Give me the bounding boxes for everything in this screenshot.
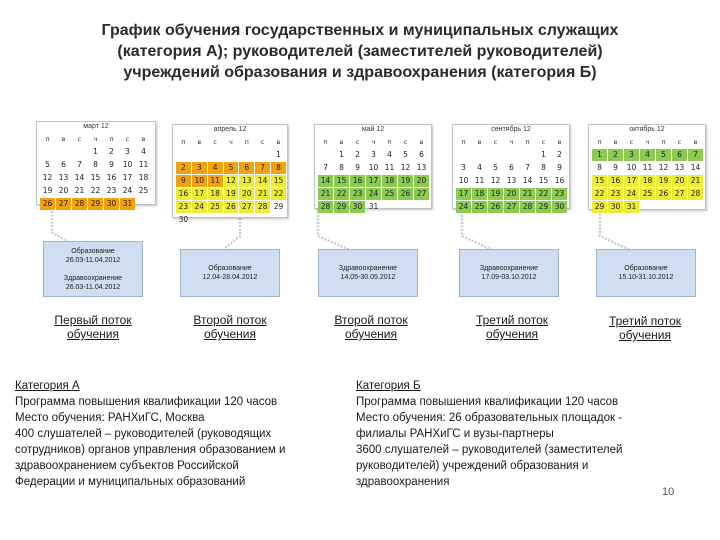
calendar-day: 11 bbox=[384, 163, 395, 172]
weekday-label: ч bbox=[509, 138, 514, 146]
calendar-day: 21 bbox=[255, 188, 270, 200]
weekday-label: п bbox=[244, 138, 249, 146]
calendar-day: 1 bbox=[93, 147, 98, 156]
weekday-label: с bbox=[260, 138, 265, 146]
calendar-day: 4 bbox=[387, 150, 392, 159]
calendar-day bbox=[318, 149, 333, 161]
connector-3 bbox=[318, 208, 350, 250]
calendar-day: 29 bbox=[592, 201, 607, 213]
calendar-day: 22 bbox=[592, 188, 607, 200]
text-line: 400 слушателей – руководителей (руководящих bbox=[15, 428, 272, 440]
calendar-day: 18 bbox=[208, 188, 223, 200]
weekday-label: с bbox=[541, 138, 546, 146]
calendar-month-title: октябрь 12 bbox=[629, 126, 665, 133]
info-box-1 bbox=[43, 241, 143, 297]
calendar-may bbox=[314, 124, 432, 209]
calendar-day: 3 bbox=[461, 163, 466, 172]
calendar-day: 3 bbox=[192, 162, 207, 174]
calendar-day: 14 bbox=[255, 175, 270, 187]
calendar-day: 1 bbox=[592, 149, 607, 161]
calendar-day: 12 bbox=[400, 163, 411, 172]
calendar-day bbox=[208, 214, 223, 226]
stream-line: Второй поток bbox=[334, 313, 408, 327]
calendar-october bbox=[588, 124, 706, 210]
stream-line: Первый поток bbox=[54, 313, 132, 327]
calendar-day: 16 bbox=[176, 188, 191, 200]
calendar-day: 14 bbox=[74, 173, 85, 182]
calendar-day: 8 bbox=[93, 160, 98, 169]
calendar-day: 19 bbox=[398, 175, 413, 187]
calendar-day: 2 bbox=[355, 150, 360, 159]
box-dates: 17.09-03.10.2012 bbox=[481, 274, 537, 281]
calendar-day bbox=[208, 149, 223, 161]
calendar-day: 19 bbox=[488, 188, 503, 200]
calendar-day: 16 bbox=[554, 176, 565, 185]
text-line: Программа повышения квалификации 120 часов bbox=[356, 396, 619, 408]
calendar-day: 15 bbox=[90, 173, 101, 182]
stream-line: Третий поток bbox=[475, 313, 549, 327]
calendar-day: 14 bbox=[318, 175, 333, 187]
calendar-day: 27 bbox=[56, 198, 71, 210]
calendar-day: 8 bbox=[271, 162, 286, 174]
calendar-day: 30 bbox=[552, 201, 567, 213]
calendar-day: 17 bbox=[192, 188, 207, 200]
calendar-day bbox=[456, 149, 471, 161]
calendar-day: 20 bbox=[58, 186, 69, 195]
calendar-day: 13 bbox=[58, 173, 69, 182]
calendar-day: 9 bbox=[557, 163, 562, 172]
calendar-day: 24 bbox=[366, 188, 381, 200]
calendar-day: 7 bbox=[77, 160, 82, 169]
calendar-day: 23 bbox=[176, 201, 191, 213]
calendar-day: 12 bbox=[224, 175, 239, 187]
stream-label-1 bbox=[38, 313, 148, 341]
weekday-label: в bbox=[141, 135, 146, 143]
calendar-day: 16 bbox=[106, 173, 117, 182]
weekday-label: п bbox=[387, 138, 392, 146]
box-dates: 15.10-31.10.2012 bbox=[618, 274, 674, 281]
calendar-day: 2 bbox=[557, 150, 562, 159]
calendar-day: 7 bbox=[525, 163, 530, 172]
slide-title bbox=[40, 20, 680, 83]
calendar-day bbox=[255, 214, 270, 226]
calendar-day: 28 bbox=[520, 201, 535, 213]
calendar-day: 5 bbox=[403, 150, 408, 159]
box-label: Образование bbox=[208, 265, 252, 272]
calendar-day bbox=[224, 149, 239, 161]
weekday-label: п bbox=[661, 138, 666, 146]
calendar-day: 9 bbox=[109, 160, 114, 169]
calendar-day: 18 bbox=[382, 175, 397, 187]
stream-label-3 bbox=[316, 313, 426, 341]
calendar-day: 5 bbox=[656, 149, 671, 161]
calendar-day: 14 bbox=[690, 163, 701, 172]
calendar-day: 16 bbox=[608, 175, 623, 187]
page-number: 10 bbox=[662, 486, 675, 498]
weekday-label: с bbox=[125, 135, 130, 143]
calendar-day: 31 bbox=[624, 201, 639, 213]
calendar-day: 20 bbox=[239, 188, 254, 200]
box-label: Образование bbox=[71, 247, 115, 255]
calendar-day bbox=[192, 214, 207, 226]
box-label: Здравоохранение bbox=[63, 274, 123, 282]
calendar-day: 26 bbox=[40, 198, 55, 210]
calendar-month-title: март 12 bbox=[83, 123, 109, 130]
calendar-day: 28 bbox=[72, 198, 87, 210]
calendar-day: 9 bbox=[613, 163, 618, 172]
calendar-day bbox=[239, 149, 254, 161]
weekday-label: с bbox=[493, 138, 498, 146]
stream-line: обучения bbox=[203, 327, 257, 341]
info-box-3 bbox=[318, 249, 418, 297]
calendar-day: 6 bbox=[509, 163, 514, 172]
calendar-day: 4 bbox=[477, 163, 482, 172]
text-line: Место обучения: 26 образовательных площадок - bbox=[356, 412, 623, 424]
calendar-day: 4 bbox=[141, 147, 146, 156]
calendar-day: 19 bbox=[224, 188, 239, 200]
connector-4 bbox=[462, 208, 492, 250]
calendar-day: 26 bbox=[398, 188, 413, 200]
calendar-day bbox=[176, 149, 191, 161]
text-line: руководителей) учреждений образования и bbox=[356, 460, 589, 472]
calendar-day: 2 bbox=[109, 147, 114, 156]
calendar-day: 11 bbox=[208, 175, 223, 187]
calendar-day bbox=[382, 201, 397, 213]
calendar-day bbox=[72, 146, 87, 158]
text-line: Место обучения: РАНХиГС, Москва bbox=[15, 412, 205, 424]
stream-line: Третий поток bbox=[608, 314, 682, 328]
calendar-day: 12 bbox=[42, 173, 53, 182]
calendar-day bbox=[192, 149, 207, 161]
calendar-month-title: сентябрь 12 bbox=[491, 126, 531, 133]
calendar-day: 30 bbox=[608, 201, 623, 213]
calendar-day: 22 bbox=[536, 188, 551, 200]
info-box-4 bbox=[459, 249, 559, 297]
weekday-label: в bbox=[613, 138, 618, 146]
calendar-day: 7 bbox=[688, 149, 703, 161]
calendar-day: 22 bbox=[334, 188, 349, 200]
calendar-day: 4 bbox=[640, 149, 655, 161]
calendar-day bbox=[398, 201, 413, 213]
weekday-label: в bbox=[419, 138, 424, 146]
weekday-label: в bbox=[61, 135, 66, 143]
info-box-2 bbox=[180, 249, 280, 297]
weekday-label: в bbox=[197, 138, 202, 146]
box-dates: 14.05-30.05.2012 bbox=[340, 274, 396, 281]
calendar-day: 27 bbox=[672, 188, 687, 200]
info-box-5 bbox=[596, 249, 696, 297]
calendar-day: 17 bbox=[624, 175, 639, 187]
calendar-day: 15 bbox=[538, 176, 549, 185]
category-a-text bbox=[15, 378, 345, 490]
calendar-day: 19 bbox=[42, 186, 53, 195]
weekday-label: ч bbox=[371, 138, 376, 146]
calendar-day: 4 bbox=[208, 162, 223, 174]
text-line: Программа повышения квалификации 120 часов bbox=[15, 396, 278, 408]
calendar-day: 8 bbox=[541, 163, 546, 172]
stream-label-5 bbox=[590, 314, 700, 342]
calendar-day: 28 bbox=[255, 201, 270, 213]
calendar-day: 29 bbox=[536, 201, 551, 213]
weekday-label: п bbox=[461, 138, 466, 146]
calendar-day: 6 bbox=[419, 150, 424, 159]
calendar-day: 8 bbox=[339, 163, 344, 172]
calendar-day: 20 bbox=[414, 175, 429, 187]
calendar-day bbox=[40, 146, 55, 158]
calendar-day: 15 bbox=[271, 175, 286, 187]
calendar-day: 30 bbox=[104, 198, 119, 210]
weekday-label: п bbox=[109, 135, 114, 143]
calendar-day bbox=[224, 214, 239, 226]
weekday-label: в bbox=[276, 138, 281, 146]
calendar-day: 25 bbox=[208, 201, 223, 213]
calendar-day: 25 bbox=[382, 188, 397, 200]
weekday-label: с bbox=[677, 138, 682, 146]
calendar-day: 24 bbox=[624, 188, 639, 200]
calendar-day: 31 bbox=[120, 198, 135, 210]
calendar-day: 1 bbox=[541, 150, 546, 159]
calendar-day: 26 bbox=[224, 201, 239, 213]
calendar-day: 12 bbox=[490, 176, 501, 185]
calendar-day: 5 bbox=[45, 160, 50, 169]
calendar-day: 11 bbox=[138, 160, 149, 169]
category-a-heading: Категория А bbox=[15, 380, 80, 392]
box-dates: 26.03-11.04.2012 bbox=[65, 283, 121, 291]
calendar-day: 7 bbox=[323, 163, 328, 172]
calendar-grid bbox=[317, 135, 430, 214]
stream-label-4 bbox=[457, 313, 567, 341]
title-line: (категория А); руководителей (заместителей руководителей) bbox=[117, 43, 603, 60]
category-b-heading: Категория Б bbox=[356, 380, 421, 392]
calendar-april bbox=[172, 124, 288, 224]
calendar-day: 14 bbox=[522, 176, 533, 185]
stream-line: обучения bbox=[485, 327, 539, 341]
weekday-label: с bbox=[629, 138, 634, 146]
calendar-day: 8 bbox=[597, 163, 602, 172]
calendar-day: 16 bbox=[350, 175, 365, 187]
calendar-day: 23 bbox=[106, 186, 117, 195]
calendar-day: 6 bbox=[61, 160, 66, 169]
calendar-day: 12 bbox=[658, 163, 669, 172]
weekday-label: ч bbox=[645, 138, 650, 146]
box-dates: 12.04-28.04.2012 bbox=[202, 274, 258, 281]
calendar-day: 29 bbox=[88, 198, 103, 210]
calendar-day: 2 bbox=[608, 149, 623, 161]
calendar-day bbox=[640, 201, 655, 213]
calendar-day: 10 bbox=[368, 163, 379, 172]
weekday-label: в bbox=[339, 138, 344, 146]
calendar-day bbox=[271, 214, 286, 226]
calendar-day bbox=[414, 201, 429, 213]
calendar-day: 15 bbox=[592, 175, 607, 187]
weekday-label: с bbox=[355, 138, 360, 146]
weekday-label: в bbox=[477, 138, 482, 146]
calendar-day bbox=[136, 198, 151, 210]
calendar-day: 10 bbox=[122, 160, 133, 169]
calendar-day: 1 bbox=[339, 150, 344, 159]
weekday-label: с bbox=[213, 138, 217, 146]
box-label: Здравоохранение bbox=[479, 265, 539, 272]
calendar-day: 18 bbox=[640, 175, 655, 187]
calendar-day: 17 bbox=[122, 173, 133, 182]
calendar-day: 29 bbox=[334, 201, 349, 213]
calendar-day: 21 bbox=[74, 186, 85, 195]
calendar-day: 23 bbox=[350, 188, 365, 200]
calendar-grid bbox=[39, 132, 152, 211]
calendar-day: 13 bbox=[674, 163, 685, 172]
calendar-day: 2 bbox=[176, 162, 191, 174]
calendar-day: 9 bbox=[355, 163, 360, 172]
calendar-day: 17 bbox=[366, 175, 381, 187]
calendar-day: 1 bbox=[276, 150, 281, 159]
weekday-label: в bbox=[693, 138, 698, 146]
weekday-label: п bbox=[525, 138, 530, 146]
calendar-day: 13 bbox=[416, 163, 427, 172]
text-line: филиалы РАНХиГС и вузы-партнеры bbox=[356, 428, 554, 440]
calendar-day: 29 bbox=[273, 202, 284, 211]
calendar-september bbox=[452, 124, 570, 209]
calendar-day: 13 bbox=[239, 175, 254, 187]
calendar-day: 18 bbox=[472, 188, 487, 200]
calendar-day: 22 bbox=[90, 186, 101, 195]
box-label: Здравоохранение bbox=[338, 265, 398, 272]
calendar-day: 10 bbox=[192, 175, 207, 187]
calendar-day bbox=[472, 149, 487, 161]
calendar-day: 5 bbox=[493, 163, 498, 172]
calendar-day: 3 bbox=[125, 147, 130, 156]
weekday-label: ч bbox=[229, 138, 233, 146]
calendar-grid bbox=[455, 135, 568, 214]
calendar-day: 31 bbox=[368, 202, 379, 211]
calendar-day: 13 bbox=[506, 176, 517, 185]
calendar-day: 26 bbox=[488, 201, 503, 213]
calendar-day bbox=[488, 149, 503, 161]
calendar-day: 15 bbox=[334, 175, 349, 187]
calendar-day: 24 bbox=[122, 186, 133, 195]
weekday-label: с bbox=[77, 135, 82, 143]
weekday-label: ч bbox=[93, 135, 98, 143]
calendar-day: 11 bbox=[642, 163, 653, 172]
calendar-day: 20 bbox=[504, 188, 519, 200]
calendar-grid bbox=[591, 135, 704, 214]
box-dates: 26.03-11.04.2012 bbox=[65, 256, 121, 264]
calendar-day: 23 bbox=[552, 188, 567, 200]
weekday-label: в bbox=[557, 138, 562, 146]
calendar-day bbox=[255, 149, 270, 161]
calendar-day: 24 bbox=[456, 201, 471, 213]
calendar-day: 26 bbox=[656, 188, 671, 200]
calendar-day: 5 bbox=[224, 162, 239, 174]
calendar-day: 10 bbox=[458, 176, 469, 185]
stream-label-2 bbox=[175, 313, 285, 341]
category-b-text bbox=[356, 378, 656, 490]
calendar-day: 25 bbox=[640, 188, 655, 200]
calendar-day: 28 bbox=[318, 201, 333, 213]
calendar-march bbox=[36, 121, 156, 208]
calendar-day bbox=[239, 214, 254, 226]
weekday-label: с bbox=[403, 138, 408, 146]
calendar-day: 11 bbox=[474, 176, 485, 185]
calendar-day bbox=[688, 201, 703, 213]
calendar-day: 20 bbox=[672, 175, 687, 187]
calendar-day bbox=[520, 149, 535, 161]
stream-line: Второй поток bbox=[193, 313, 267, 327]
calendar-month-title: май 12 bbox=[361, 126, 385, 133]
weekday-label: п bbox=[181, 138, 186, 146]
calendar-day: 6 bbox=[239, 162, 254, 174]
calendar-day bbox=[672, 201, 687, 213]
weekday-label: п bbox=[597, 138, 602, 146]
calendar-day: 23 bbox=[608, 188, 623, 200]
calendar-month-title: апрель 12 bbox=[213, 126, 247, 133]
calendar-day bbox=[656, 201, 671, 213]
weekday-label: п bbox=[45, 135, 50, 143]
stream-line: обучения bbox=[66, 327, 120, 341]
calendar-day: 21 bbox=[688, 175, 703, 187]
connector-5 bbox=[600, 210, 630, 250]
calendar-day: 27 bbox=[504, 201, 519, 213]
text-line: Федерации и муниципальных образований bbox=[15, 476, 246, 488]
calendar-day: 6 bbox=[672, 149, 687, 161]
calendar-day: 10 bbox=[626, 163, 637, 172]
calendar-day: 9 bbox=[176, 175, 191, 187]
calendar-day: 24 bbox=[192, 201, 207, 213]
calendar-day: 28 bbox=[688, 188, 703, 200]
calendar-day: 27 bbox=[414, 188, 429, 200]
stream-line: обучения bbox=[618, 328, 672, 342]
calendar-day: 22 bbox=[271, 188, 286, 200]
text-line: 3600 слушателей – руководителей (заместителей bbox=[356, 444, 623, 456]
calendar-day bbox=[56, 146, 71, 158]
calendar-day: 7 bbox=[255, 162, 270, 174]
calendar-day: 3 bbox=[624, 149, 639, 161]
title-line: учреждений образования и здравоохранения (категория Б) bbox=[123, 64, 597, 81]
box-label: Образование bbox=[624, 265, 668, 272]
calendar-day: 25 bbox=[472, 201, 487, 213]
calendar-day: 19 bbox=[656, 175, 671, 187]
calendar-day: 3 bbox=[371, 150, 376, 159]
calendar-day: 25 bbox=[138, 186, 149, 195]
calendar-day bbox=[504, 149, 519, 161]
calendar-day: 30 bbox=[350, 201, 365, 213]
calendar-day: 17 bbox=[456, 188, 471, 200]
calendar-day: 30 bbox=[178, 215, 189, 224]
calendar-day: 27 bbox=[239, 201, 254, 213]
calendar-day: 18 bbox=[138, 173, 149, 182]
title-line: График обучения государственных и муниципальных служащих bbox=[101, 22, 619, 39]
calendar-day: 21 bbox=[318, 188, 333, 200]
calendar-grid bbox=[175, 135, 287, 227]
weekday-label: п bbox=[323, 138, 328, 146]
text-line: здравоохранения bbox=[356, 476, 450, 488]
calendar-day: 21 bbox=[520, 188, 535, 200]
stream-line: обучения bbox=[344, 327, 398, 341]
text-line: сотрудников) органов управления образованием и bbox=[15, 444, 286, 456]
text-line: здравоохранением субъектов Российской bbox=[15, 460, 239, 472]
